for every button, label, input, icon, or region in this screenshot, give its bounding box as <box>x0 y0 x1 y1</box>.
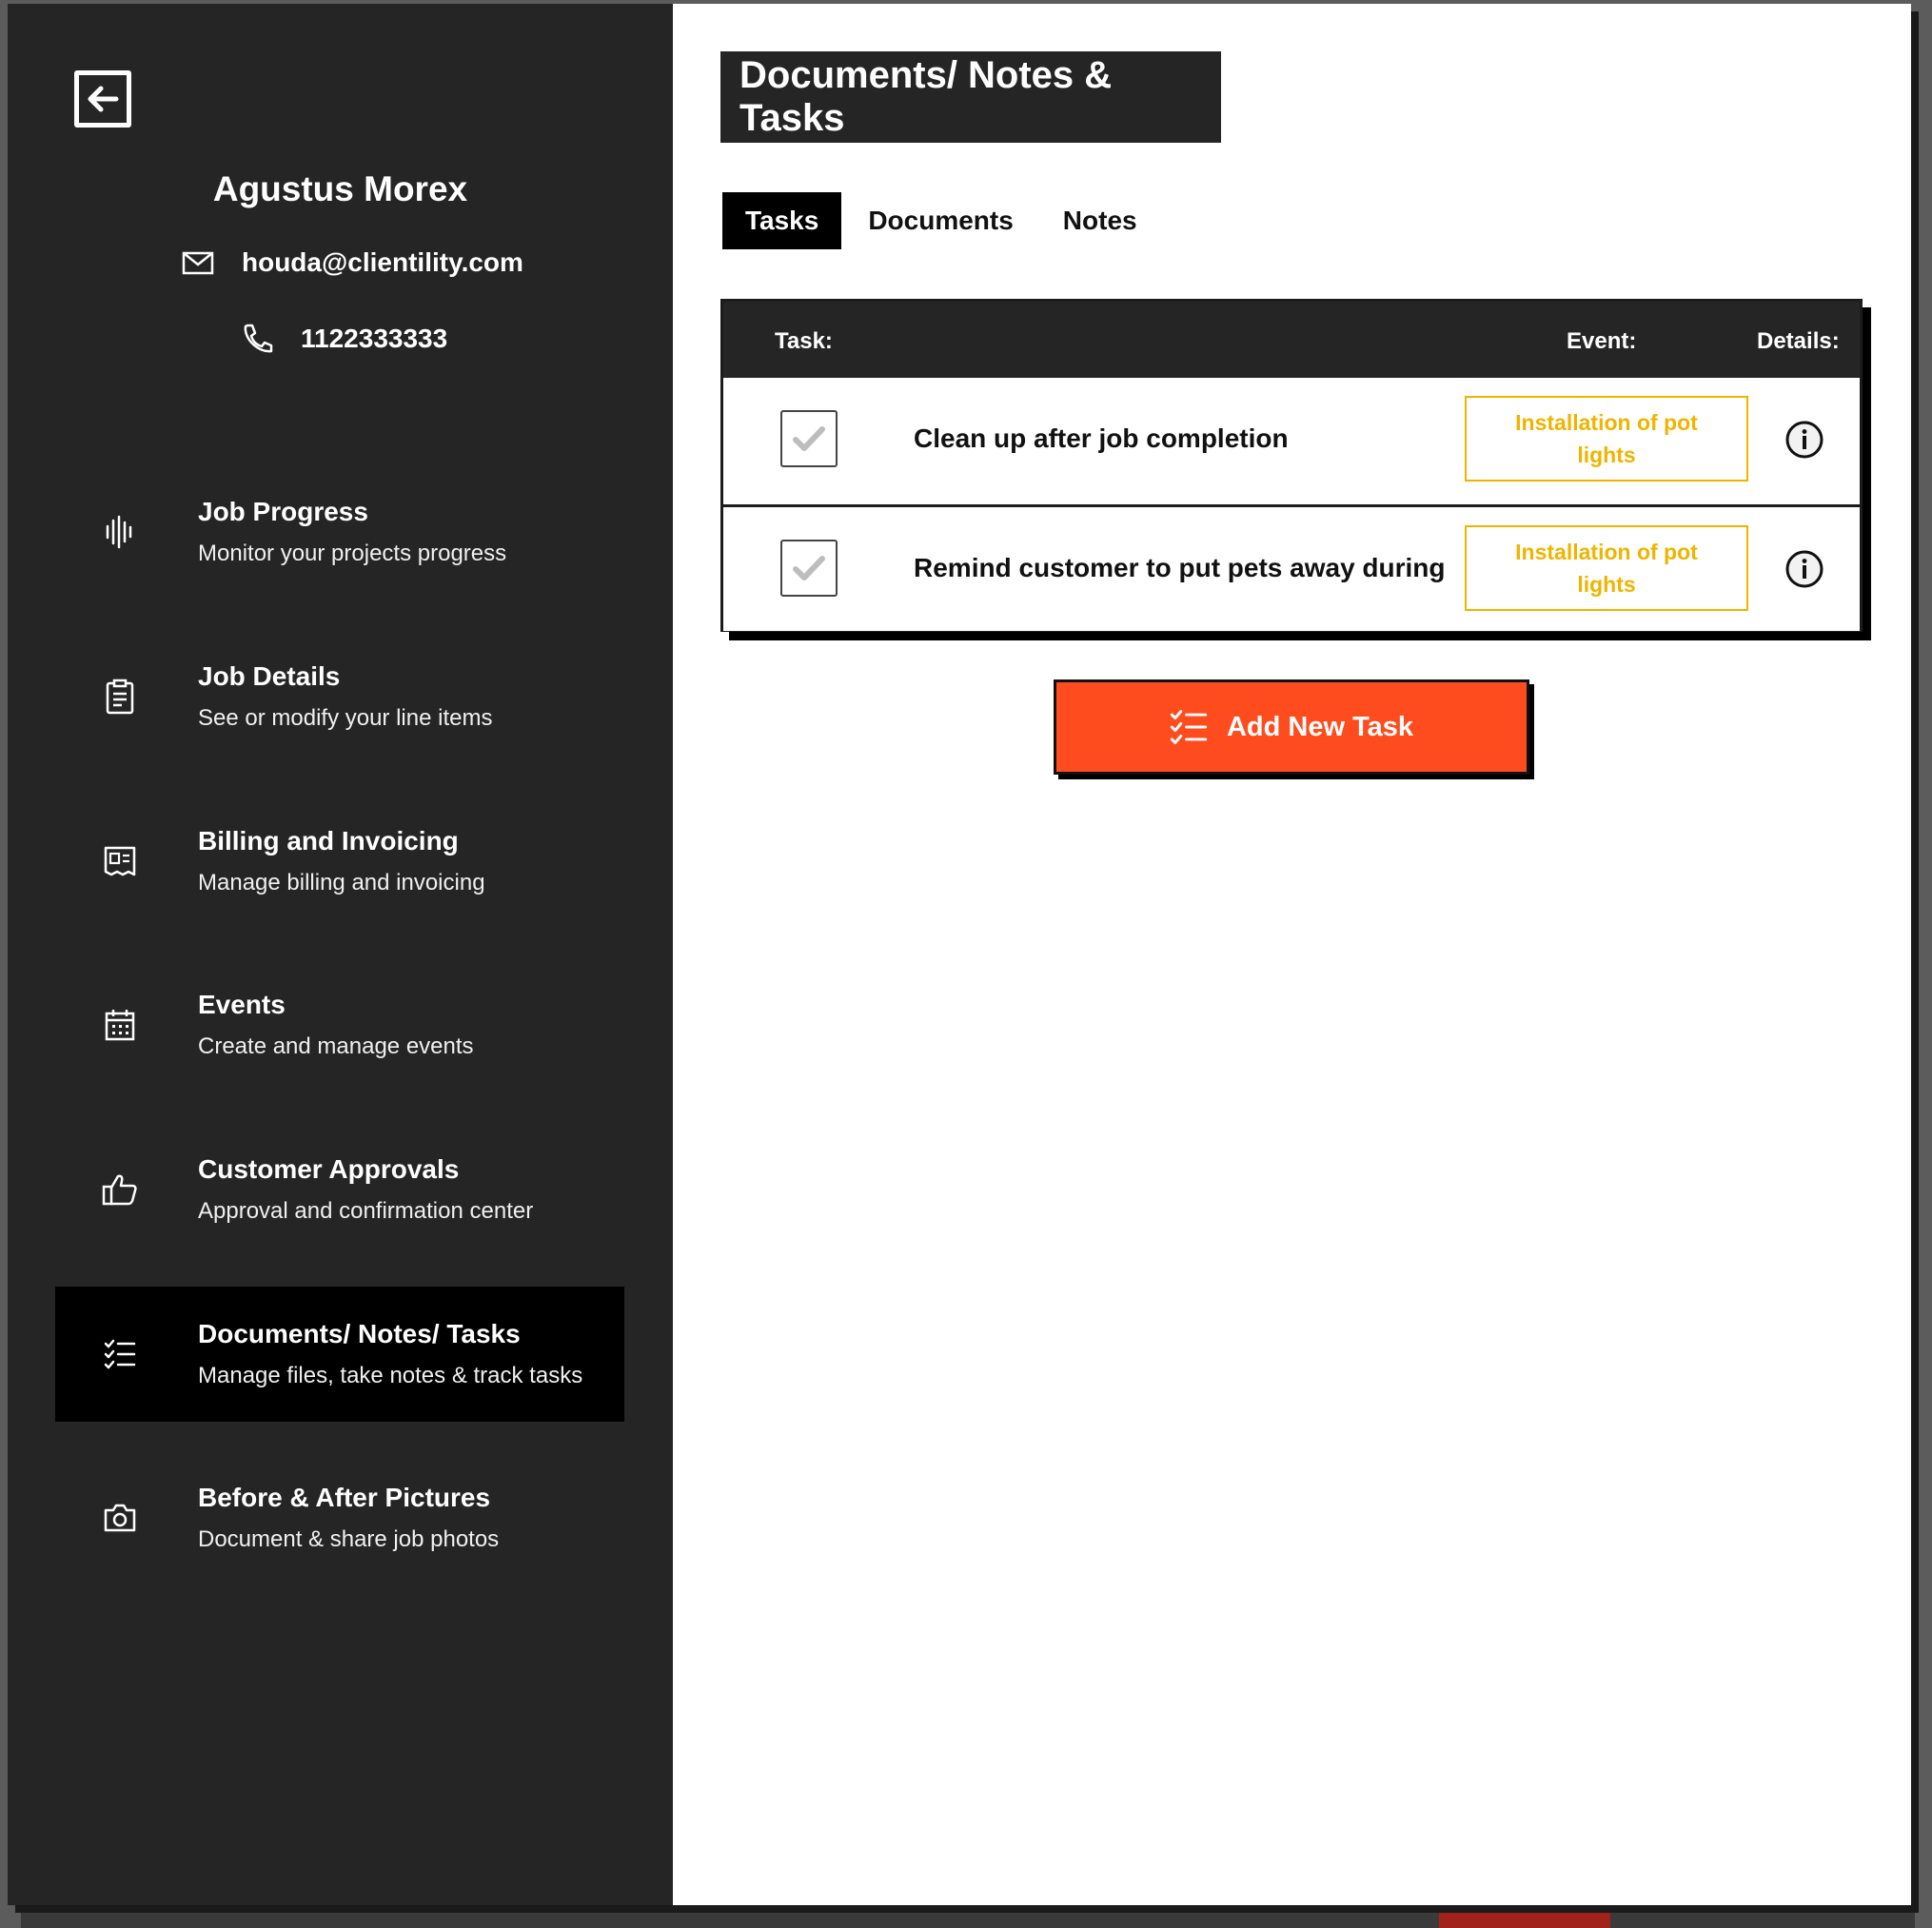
nav-title: Events <box>198 990 286 1019</box>
profile-name: Agustus Morex <box>212 169 468 208</box>
task-text: Clean up after job completion <box>914 423 1289 453</box>
nav-item-billing[interactable] <box>55 794 624 929</box>
task-checkbox[interactable] <box>780 540 838 597</box>
backdrop-red-bar <box>1439 1911 1610 1928</box>
mail-icon <box>181 246 215 280</box>
table-header <box>723 302 1860 378</box>
nav-item-documents-notes-tasks[interactable] <box>55 1287 624 1422</box>
calendar-icon <box>101 1006 139 1044</box>
checklist-icon <box>1170 708 1208 746</box>
thumbs-up-icon <box>101 1171 139 1209</box>
header-task: Task: <box>775 328 833 354</box>
email-row <box>181 246 523 280</box>
add-new-task-button[interactable] <box>1054 679 1529 775</box>
phone-icon <box>240 322 274 356</box>
nav-subtitle: Manage billing and invoicing <box>198 870 485 895</box>
task-checkbox[interactable] <box>780 410 838 467</box>
checklist-icon <box>101 1335 139 1373</box>
modal <box>8 4 1911 1905</box>
nav-subtitle: Create and manage events <box>198 1033 474 1059</box>
arrow-left-icon <box>86 85 120 113</box>
nav-title: Billing and Invoicing <box>198 826 459 856</box>
tab-documents[interactable]: Documents <box>868 206 1014 235</box>
nav-item-job-progress[interactable] <box>55 464 624 600</box>
tab-notes[interactable]: Notes <box>1062 206 1137 235</box>
nav-subtitle: Monitor your projects progress <box>198 541 507 566</box>
nav-item-before-after-pictures[interactable] <box>55 1450 624 1585</box>
task-table <box>720 299 1863 632</box>
nav-subtitle: Manage files, take notes & track tasks <box>198 1363 583 1388</box>
info-icon <box>1784 549 1824 589</box>
email-text[interactable]: houda@clientility.com <box>242 247 523 277</box>
phone-row <box>240 322 447 356</box>
nav-title: Job Details <box>198 661 341 691</box>
clipboard-icon <box>101 678 139 716</box>
checkmark-icon <box>792 554 826 582</box>
backdrop-strip <box>21 1901 1915 1928</box>
info-button[interactable] <box>1784 420 1824 460</box>
nav-subtitle: See or modify your line items <box>198 705 493 731</box>
checkmark-icon <box>792 424 826 453</box>
table-row <box>723 504 1860 631</box>
nav-item-events[interactable] <box>55 957 624 1092</box>
tab-tasks[interactable]: Tasks <box>722 192 841 249</box>
camera-icon <box>101 1499 139 1537</box>
nav-item-customer-approvals[interactable] <box>55 1122 624 1257</box>
header-details: Details: <box>1757 328 1840 354</box>
page-title: Documents/ Notes & Tasks <box>720 51 1221 143</box>
tab-bar <box>722 192 1160 249</box>
phone-text[interactable]: 1122333333 <box>301 324 448 353</box>
nav-item-job-details[interactable] <box>55 629 624 764</box>
nav-title: Job Progress <box>198 497 368 526</box>
back-button[interactable] <box>74 70 131 128</box>
sidebar <box>8 4 673 1905</box>
add-new-task-label: Add New Task <box>1226 711 1414 742</box>
nav-subtitle: Document & share job photos <box>198 1526 500 1552</box>
waveform-icon <box>101 513 139 551</box>
nav-title: Documents/ Notes/ Tasks <box>198 1319 521 1348</box>
info-icon <box>1784 420 1824 460</box>
event-badge[interactable]: Installation of pot lights <box>1465 396 1748 482</box>
nav-subtitle: Approval and confirmation center <box>198 1198 534 1224</box>
info-button[interactable] <box>1784 549 1824 589</box>
table-row <box>723 378 1860 504</box>
header-event: Event: <box>1567 328 1637 354</box>
nav-title: Customer Approvals <box>198 1154 460 1184</box>
invoice-icon <box>101 842 139 880</box>
task-text: Remind customer to put pets away during <box>914 553 1446 582</box>
nav-title: Before & After Pictures <box>198 1483 491 1512</box>
event-badge[interactable]: Installation of pot lights <box>1465 525 1748 611</box>
main-content <box>673 4 1911 1905</box>
